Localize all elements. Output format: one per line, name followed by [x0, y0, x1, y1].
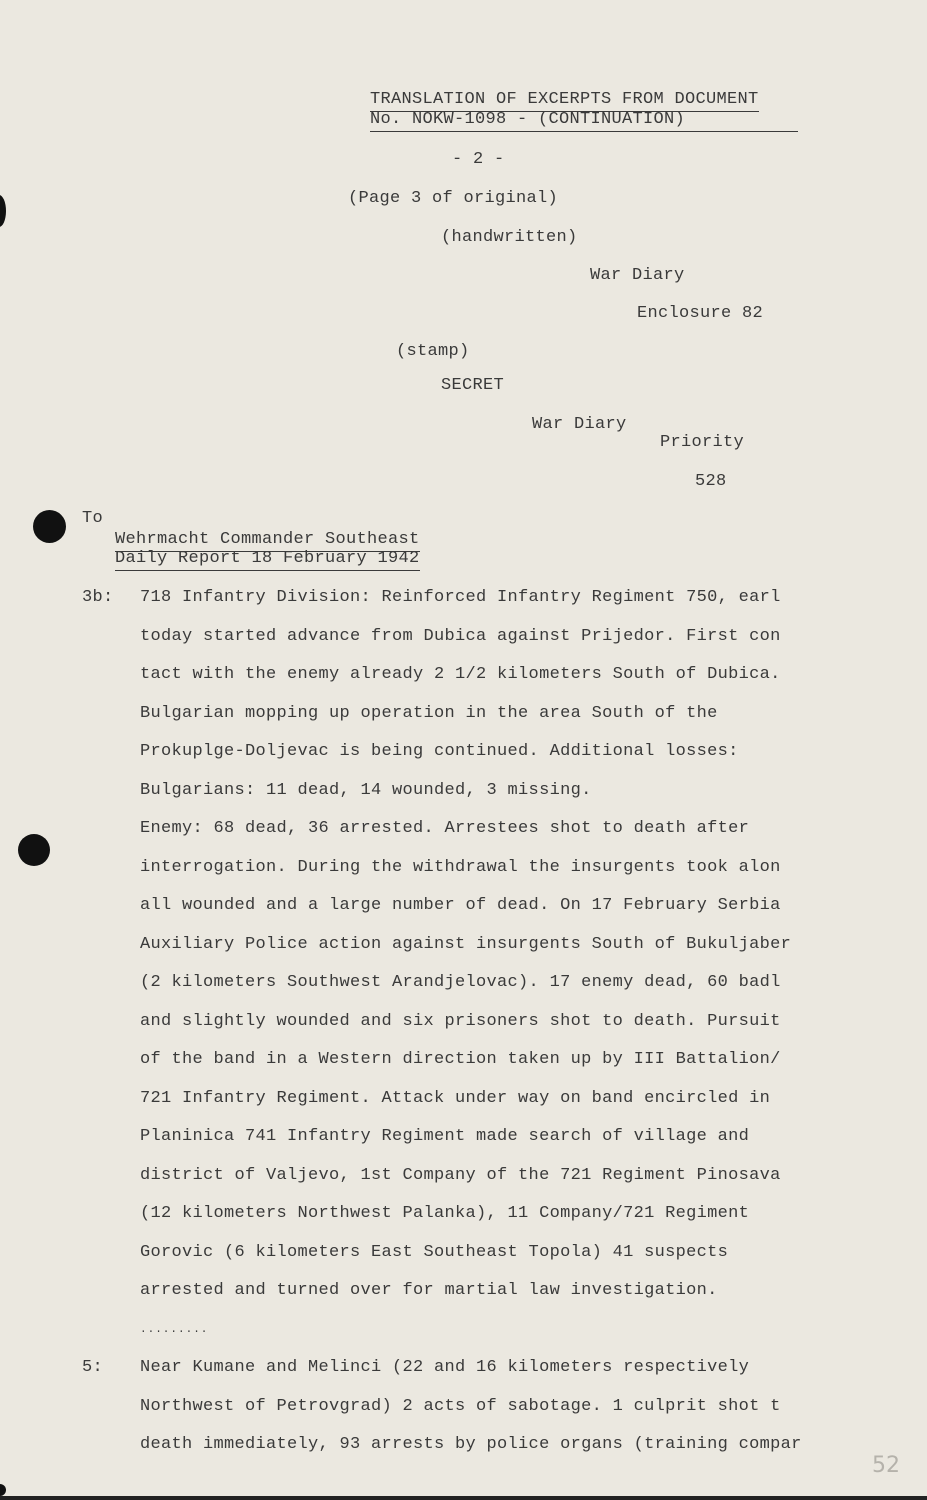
body-line: district of Valjevo, 1st Company of the 721 Regiment Pinosava — [140, 1166, 781, 1185]
recipient: Wehrmacht Commander Southeast — [115, 530, 420, 552]
bottom-edge-shadow — [0, 1496, 927, 1500]
body-line: death immediately, 93 arrests by police organs (training compar — [140, 1435, 802, 1454]
body-line: (12 kilometers Northwest Palanka), 11 Company/721 Regiment — [140, 1204, 750, 1223]
body-line: interrogation. During the withdrawal the insurgents took alon — [140, 858, 781, 877]
body-line: of the band in a Western direction taken up by III Battalion/ — [140, 1050, 781, 1069]
title-line-2: No. NOKW-1098 - (CONTINUATION) — [370, 110, 798, 132]
body-line: Enemy: 68 dead, 36 arrested. Arrestees shot to death after — [140, 819, 750, 838]
body-line: tact with the enemy already 2 1/2 kilometers South of Dubica. — [140, 665, 781, 684]
title-line-1: TRANSLATION OF EXCERPTS FROM DOCUMENT — [370, 90, 759, 112]
body-line: arrested and turned over for martial law investigation. — [140, 1281, 718, 1300]
body-line: today started advance from Dubica against Prijedor. First con — [140, 627, 781, 646]
to-label: To — [82, 509, 104, 528]
priority-label: Priority — [660, 433, 745, 452]
body-line: Near Kumane and Melinci (22 and 16 kilometers respectively — [140, 1358, 750, 1377]
body-line: Bulgarians: 11 dead, 14 wounded, 3 missing. — [140, 781, 592, 800]
punch-hole-edge-bottom — [0, 1484, 6, 1496]
punch-hole-1 — [33, 510, 66, 543]
body-line: and slightly wounded and six prisoners shot to death. Pursuit — [140, 1012, 781, 1031]
section-label-3b: 3b: — [82, 588, 114, 607]
page-marker: - 2 - — [452, 150, 505, 169]
message-number: 528 — [695, 472, 727, 491]
body-line: all wounded and a large number of dead. On 17 February Serbia — [140, 896, 781, 915]
body-line: Auxiliary Police action against insurgents South of Bukuljaber — [140, 935, 792, 954]
body-line: 721 Infantry Regiment. Attack under way on band encircled in — [140, 1089, 771, 1108]
body-line: Bulgarian mopping up operation in the area South of the — [140, 704, 718, 723]
punch-hole-2 — [18, 834, 50, 866]
body-line: Northwest of Petrovgrad) 2 acts of sabotage. 1 culprit shot t — [140, 1397, 781, 1416]
section-label-5: 5: — [82, 1358, 104, 1377]
separator-dots: ......... — [140, 1324, 209, 1336]
corner-page-number: 52 — [872, 1453, 900, 1478]
body-line: Planinica 741 Infantry Regiment made search of village and — [140, 1127, 750, 1146]
punch-hole-edge-top — [0, 195, 6, 227]
war-diary-label-1: War Diary — [590, 266, 685, 285]
enclosure-label: Enclosure 82 — [637, 304, 764, 323]
body-line: 718 Infantry Division: Reinforced Infantry Regiment 750, earl — [140, 588, 781, 607]
secret-stamp: SECRET — [441, 376, 505, 395]
body-line: (2 kilometers Southwest Arandjelovac). 17 enemy dead, 60 badl — [140, 973, 781, 992]
report-date: Daily Report 18 February 1942 — [115, 549, 420, 571]
body-line: Gorovic (6 kilometers East Southeast Topola) 41 suspects — [140, 1243, 729, 1262]
original-page-note: (Page 3 of original) — [348, 189, 559, 208]
handwritten-note: (handwritten) — [441, 228, 578, 247]
war-diary-label-2: War Diary — [532, 415, 627, 434]
body-line: Prokuplge-Doljevac is being continued. Additional losses: — [140, 742, 739, 761]
stamp-note: (stamp) — [396, 342, 470, 361]
